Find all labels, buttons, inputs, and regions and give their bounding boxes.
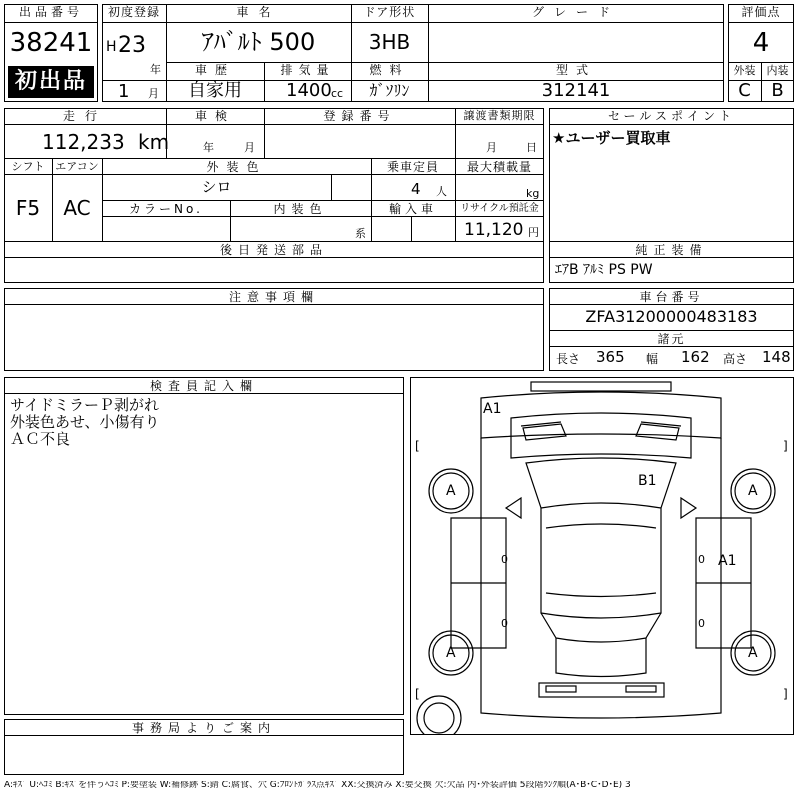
car-name: ｱﾊﾞﾙﾄ 500 xyxy=(201,28,316,56)
color-number-label: カラーNo. xyxy=(129,202,203,216)
exterior-label: 外装 xyxy=(733,64,756,77)
car-damage-diagram xyxy=(410,377,794,735)
registration-month: 1 xyxy=(118,81,130,102)
exterior-color-label: 外装色 xyxy=(206,160,267,174)
transfer-month-unit: 月 xyxy=(486,141,497,154)
month-unit: 月 xyxy=(148,87,159,100)
grade-label: グレード xyxy=(531,5,620,19)
inspector-note-line: 外装色あせ、小傷有り xyxy=(10,413,160,431)
interior-grade: B xyxy=(771,80,784,101)
inspector-notes-label: 検査員記入欄 xyxy=(149,379,258,393)
sales-point-label: セールスポイント xyxy=(608,109,735,123)
capacity-value: 4 xyxy=(411,180,421,198)
door-mark: 0 xyxy=(698,617,705,630)
dimensions-label: 諸元 xyxy=(657,332,686,346)
tire-mark-rear-left: A xyxy=(446,645,456,661)
history-label: 車歴 xyxy=(194,63,235,77)
mileage-label: 走行 xyxy=(62,109,107,123)
transfer-day-unit: 日 xyxy=(526,141,537,154)
chassis-number: ZFA31200000483183 xyxy=(585,307,758,326)
displacement-value: 1400 xyxy=(286,80,332,101)
inspection-label: 車検 xyxy=(194,109,235,123)
door-mark: 0 xyxy=(501,553,508,566)
ac-label: エアコン xyxy=(55,160,99,173)
interior-color-unit: 系 xyxy=(355,227,366,240)
width-label: 幅 xyxy=(646,352,659,366)
model-value: 312141 xyxy=(541,80,611,101)
max-load-label: 最大積載量 xyxy=(466,160,532,174)
history-value: 自家用 xyxy=(188,80,242,101)
lot-number: 38241 xyxy=(9,28,93,58)
fuel-value: ｶﾞｿﾘﾝ xyxy=(369,81,410,100)
displacement-unit: cc xyxy=(331,87,344,100)
recycle-deposit-unit: 円 xyxy=(528,226,539,239)
length-label: 長さ xyxy=(556,352,581,366)
shift-value: F5 xyxy=(15,196,41,220)
model-label: 型式 xyxy=(555,63,596,77)
import-car-label: 輸入車 xyxy=(388,202,437,216)
damage-mark-right-door: A1 xyxy=(718,553,737,569)
height-label: 高さ xyxy=(723,352,748,366)
damage-mark-front: A1 xyxy=(483,401,502,417)
capacity-unit: 人 xyxy=(436,185,447,198)
fuel-label: 燃料 xyxy=(369,63,410,77)
first-listing-badge: 初出品 xyxy=(8,66,94,98)
interior-label: 内装 xyxy=(766,64,789,77)
bracket-mark: [ xyxy=(415,439,420,453)
office-notice-label: 事務局よりご案内 xyxy=(131,721,276,735)
first-registration-label: 初度登録 xyxy=(107,5,160,19)
transfer-deadline-label: 譲渡書類期限 xyxy=(463,109,536,122)
capacity-label: 乗車定員 xyxy=(386,160,439,174)
era-letter: H xyxy=(106,39,117,55)
equipment-value: ｴｱB ｱﾙﾐ PS PW xyxy=(555,262,653,278)
displacement-label: 排気量 xyxy=(280,63,335,77)
inspection-month-unit: 月 xyxy=(244,141,255,154)
door-mark: 0 xyxy=(698,553,705,566)
chassis-number-label: 車台番号 xyxy=(639,290,704,304)
registration-year: 23 xyxy=(118,33,146,58)
mileage-value: 112,233 xyxy=(42,130,125,154)
door-type-label: ドア形状 xyxy=(363,5,416,19)
damage-mark-roof: B1 xyxy=(638,473,657,489)
tire-mark-front-right: A xyxy=(748,483,758,499)
score-label: 評価点 xyxy=(741,5,781,19)
bracket-mark: ] xyxy=(783,687,788,701)
bracket-mark: [ xyxy=(415,687,420,701)
registration-number-label: 登録番号 xyxy=(323,109,396,123)
exterior-color-value: シロ xyxy=(201,178,232,196)
score-value: 4 xyxy=(752,28,770,58)
mileage-unit: km xyxy=(138,130,170,154)
max-load-unit: kg xyxy=(526,187,540,200)
tire-mark-front-left: A xyxy=(446,483,456,499)
inspection-year-unit: 年 xyxy=(203,141,214,154)
year-unit: 年 xyxy=(150,63,161,76)
shift-label: シフト xyxy=(11,160,45,173)
notes-label: 注意事項欄 xyxy=(228,290,319,304)
door-mark: 0 xyxy=(501,617,508,630)
inspector-note-line: ＡＣ不良 xyxy=(10,430,71,448)
door-type: 3HB xyxy=(368,30,411,54)
length-value: 365 xyxy=(596,348,625,366)
recycle-deposit-label: リサイクル預託金 xyxy=(460,203,539,214)
bracket-mark: ] xyxy=(783,439,788,453)
tire-mark-rear-right: A xyxy=(748,645,758,661)
car-name-label: 車名 xyxy=(236,5,281,19)
equipment-label: 純正装備 xyxy=(635,243,708,257)
interior-color-label: 内装色 xyxy=(273,202,328,216)
lot-number-label: 出品番号 xyxy=(18,5,83,19)
recycle-deposit-value: 11,120 xyxy=(464,220,524,240)
height-value: 148 xyxy=(762,348,791,366)
later-parts-label: 後日発送部品 xyxy=(219,243,328,257)
damage-legend: A:ｷｽﾞ U:ﾍｺﾐ B:ｷｽﾞを伴うﾍｺﾐ P:要塗装 W:補修跡 S:錆 C:腐食、穴 G:ﾌﾛﾝﾄｶﾞﾗｽ点ｷｽﾞ XX:交換済み X:要交換 欠:欠品 内･外装評価 5段階ﾗﾝｸ順(A･B･C･D･E) 3 xyxy=(4,781,631,790)
inspector-note-line: サイドミラーＰ剥がれ xyxy=(10,396,159,414)
exterior-grade: C xyxy=(738,80,751,101)
width-value: 162 xyxy=(681,348,710,366)
sales-point-text: ★ユーザー買取車 xyxy=(552,129,671,147)
ac-value: AC xyxy=(63,196,91,220)
